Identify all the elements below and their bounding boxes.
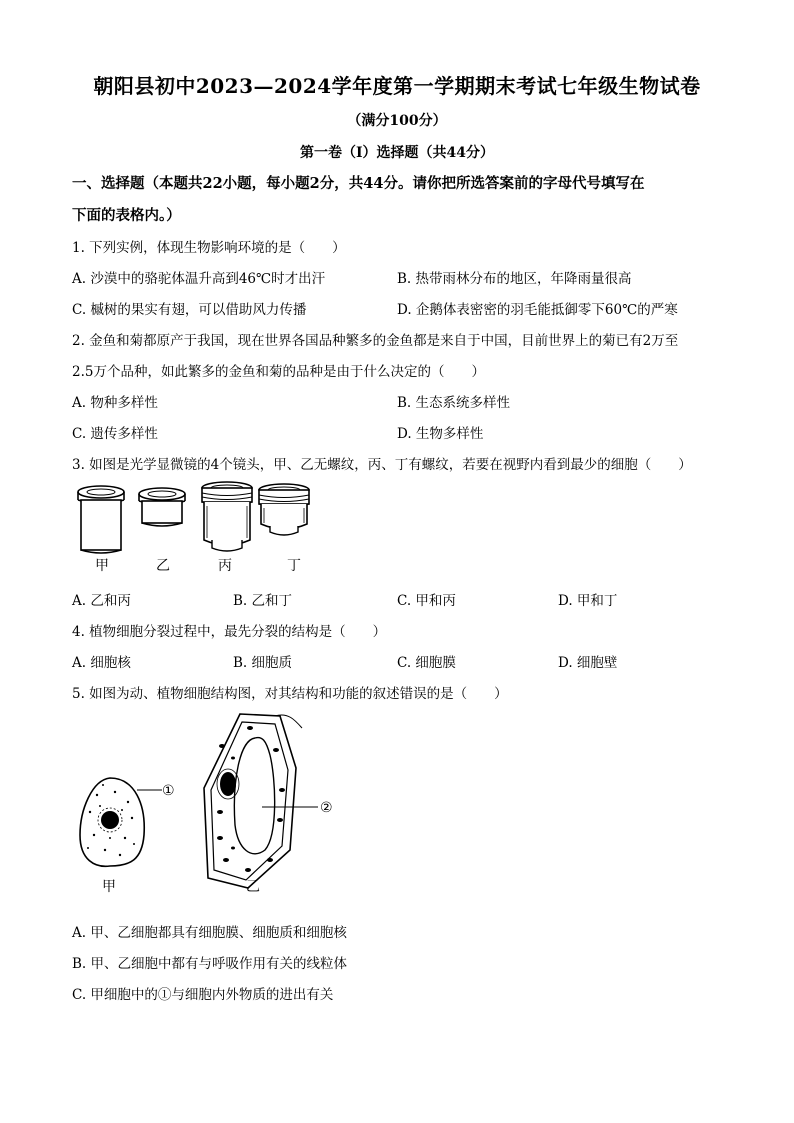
question-3-stem: 3. 如图是光学显微镜的4个镜头，甲、乙无螺纹，丙、丁有螺纹，若要在视野内看到最少的细胞（ ） xyxy=(72,457,692,473)
question-1-option-c: C. 槭树的果实有翅，可以借助风力传播 xyxy=(72,302,307,318)
section-instructions-line1: 一、选择题（本题共22小题，每小题2分，共44分。请你把所选答案前的字母代号填写在 xyxy=(72,175,645,192)
lens-label-bing: 丙 xyxy=(218,558,232,574)
question-2-stem-line2: 2.5万个品种，如此繁多的金鱼和菊的品种是由于什么决定的（ ） xyxy=(72,364,485,380)
cell-label-jia: 甲 xyxy=(102,879,116,895)
question-5-option-a: A. 甲、乙细胞都具有细胞膜、细胞质和细胞核 xyxy=(72,925,347,941)
question-1-option-d: D. 企鹅体表密密的羽毛能抵御零下60℃的严寒 xyxy=(397,302,678,318)
lens-label-ding: 丁 xyxy=(287,558,301,574)
question-4-option-b: B. 细胞质 xyxy=(233,655,293,671)
lens-ding-figure xyxy=(259,484,309,535)
lens-yi-figure xyxy=(139,488,185,526)
microscope-lenses-figure xyxy=(70,480,330,580)
question-5-option-c: C. 甲细胞中的①与细胞内外物质的进出有关 xyxy=(72,987,334,1003)
question-2-option-a: A. 物种多样性 xyxy=(72,395,158,411)
question-1-option-a: A. 沙漠中的骆驼体温升高到46℃时才出汗 xyxy=(72,271,326,287)
cells-figure xyxy=(70,710,370,900)
marker-1: ① xyxy=(162,783,175,799)
cell-label-yi: 乙 xyxy=(246,879,260,895)
question-4-option-c: C. 细胞膜 xyxy=(397,655,456,671)
question-4-option-d: D. 细胞壁 xyxy=(558,655,618,671)
question-3-option-d: D. 甲和丁 xyxy=(558,593,618,609)
part-title: 第一卷（I）选择题（共44分） xyxy=(299,145,495,161)
question-2-option-b: B. 生态系统多样性 xyxy=(397,395,511,411)
question-4-stem: 4. 植物细胞分裂过程中，最先分裂的结构是（ ） xyxy=(72,624,387,640)
lens-bing-figure xyxy=(202,482,252,551)
plant-cell-figure xyxy=(204,714,318,888)
question-3-option-c: C. 甲和丙 xyxy=(397,593,456,609)
question-1-option-b: B. 热带雨林分布的地区，年降雨量很高 xyxy=(397,271,632,287)
marker-2: ② xyxy=(320,800,333,816)
lens-label-jia: 甲 xyxy=(95,558,109,574)
lens-jia-figure xyxy=(78,486,124,553)
question-1-stem: 1. 下列实例，体现生物影响环境的是（ ） xyxy=(72,240,346,256)
lens-label-yi: 乙 xyxy=(156,558,170,574)
section-instructions-line2: 下面的表格内。） xyxy=(72,207,181,224)
question-2-stem-line1: 2. 金鱼和菊都原产于我国，现在世界各国品种繁多的金鱼都是来自于中国，目前世界上的菊已有2万至 xyxy=(72,333,679,349)
question-3-option-a: A. 乙和丙 xyxy=(72,593,131,609)
question-2-option-c: C. 遗传多样性 xyxy=(72,426,158,442)
full-score: （满分100分） xyxy=(347,113,447,129)
animal-cell-figure xyxy=(80,778,162,866)
exam-title: 朝阳县初中2023—2024学年度第一学期期末考试七年级生物试卷 xyxy=(93,74,701,98)
question-5-stem: 5. 如图为动、植物细胞结构图，对其结构和功能的叙述错误的是（ ） xyxy=(72,686,508,702)
question-2-option-d: D. 生物多样性 xyxy=(397,426,484,442)
question-5-option-b: B. 甲、乙细胞中都有与呼吸作用有关的线粒体 xyxy=(72,956,348,972)
question-4-option-a: A. 细胞核 xyxy=(72,655,131,671)
question-3-option-b: B. 乙和丁 xyxy=(233,593,293,609)
